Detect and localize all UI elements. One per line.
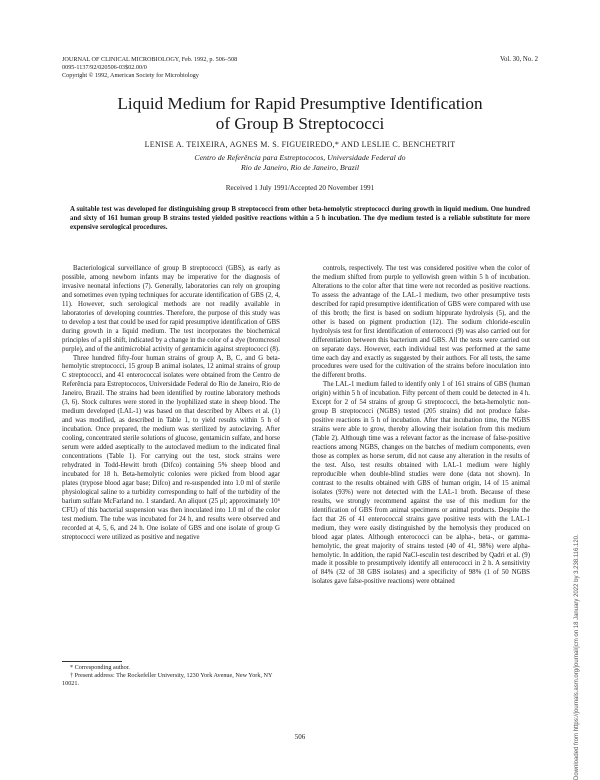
title-line-1: Liquid Medium for Rapid Presumptive Identification [117, 94, 483, 113]
abstract: A suitable test was developed for distinguishing group B streptococci from other beta-hemolytic streptococci during growth in liquid medium. One hundred and sixty of 161 human group B strains tested yielded positive reactions within a 5 h incubation. The dye medium tested is a reliable substitute for more expensive serological procedures. [70, 206, 530, 231]
affiliation [40, 153, 560, 173]
copyright-line: Copyright © 1992, American Society for Microbiology [62, 72, 199, 79]
affiliation-line-2: Rio de Janeiro, Rio de Janeiro, Brazil [240, 163, 360, 172]
volume-label: Vol. 30, No. 2 [499, 56, 538, 63]
footnote-corresponding: * Corresponding author. [70, 664, 130, 671]
footnote-divider [62, 661, 122, 662]
footnotes [62, 664, 280, 688]
authors: LENISE A. TEIXEIRA, AGNES M. S. FIGUEIREDO,* AND LESLIE C. BENCHETRIT [144, 140, 456, 149]
paragraph: The LAL-1 medium failed to identify only 1 of 161 strains of GBS (human origin) within 5 h of incubation. Fifty percent of them could be detected in 4 h. Except for 2 of 54 strains of group G streptococci, the beta-hemolytic non-group B streptococci (NGBS) tested (205 strains) did not produce false-positive reactions in 5 h of incubation. After that incubation time, the NGBS strains were able to grow, thereby allowing their isolation from this medium (Table 2). Although time was a relevant factor as the increase of false-positive reactions among NGBS, changes on the batches of medium components, even those as complex as horse serum, did not cause any alteration in the results of the test. Also, test results obtained with LAL-1 medium were highly reproducible when double-blind studies were done (data not shown). In contrast to the results obtained with GBS of human origin, 14 of 15 animal isolates (93%) were not detected with the LAL-1 broth. Because of these results, we strongly recommend against the use of this medium for the identification of GBS from animal specimens or animal products. Despite the fact that 26 of 41 enterococcal strains gave positive tests with the LAL-1 medium, they were easily distinguished by the hemolysis they produced on blood agar plates. Although enterococci can be alpha-, beta-, or gamma-hemolytic, the great majority of strains tested (40 of 41, 98%) were alpha-hemolytic. In addition, the rapid NaCl-esculin test described by Qadri et al. (9) made it possible to presumptively identify all enterococci in 2 h. A sensitivity of 84% (32 of 38 GBS isolates) and a specificity of 98% (1 of 50 NGBS isolates gave false-positive reactions) were obtained [312, 381, 530, 586]
affiliation-line-1: Centro de Referência para Estreptococos, Universidade Federal do [194, 153, 406, 162]
download-watermark: Downloaded from https://journals.asm.org/journal/jcm on 18 January 2022 by 3.238.116.120. [574, 534, 580, 780]
article-title [40, 94, 560, 134]
paragraph: Three hundred fifty-four human strains of group A, B, C, and G beta-hemolytic streptococci, 15 group B animal isolates, 12 animal strains of group C streptococci, and 41 enterococcal isolates were obtained from the Centro de Referência para Estreptococos, Universidade Federal do Rio de Janeiro, Rio de Janeiro, Brazil. The strains had been identified by routine laboratory methods (3, 6). Stock cultures were stored in the lyophilized state in sheep blood. The medium developed (LAL-1) was based on that described by Albers et al. (1) and was modified, as described in Table 1, to yield results within 5 h of incubation. Once prepared, the medium was sterilized by autoclaving. After cooling, concentrated sterile solutions of glucose, gentamicin sulfate, and horse serum were added aseptically to the autoclaved medium to the indicated final concentrations (Table 1). For carrying out the test, stock strains were rehydrated in Todd-Hewitt broth (Difco) containing 5% sheep blood and incubated for 18 h. Beta-hemolytic colonies were picked from blood agar plates (trypose blood agar base; Difco) and re-suspended into 1.0 ml of sterile physiological saline to a turbidity corresponding to half of the turbidity of the barium sulfate McFarland no. 1 standard. An aliquot (25 μl; approximately 10⁶ CFU) of this bacterial suspension was then inoculated into 1.0 ml of the color test medium. The tube was incubated for 24 h, and results were observed and recorded at 4, 5, 6, and 24 h. One isolate of GBS and one isolate of group G streptococci were utilized as positive and negative [62, 354, 280, 541]
journal-citation: JOURNAL OF CLINICAL MICROBIOLOGY, Feb. 1992, p. 506–508 [62, 56, 238, 63]
paragraph: Bacteriological surveillance of group B streptococci (GBS), as early as possible, among newborn infants may be imperative for the diagnosis of invasive neonatal infections (7). Generally, laboratories can rely on grouping and sometimes even typing techniques for accurate identification of GBS (2, 4, 11). However, such serological methods are not readily available in laboratories of developing countries. Therefore, the purpose of this study was to develop a test that could be used for rapid presumptive identification of GBS during growth in a liquid medium. The test incorporates the biochemical principles of a pH shift, indicated by a change in the color of a dye (bromcresol purple), and of the antimicrobial activity of gentamicin against streptococci (8). [62, 265, 280, 353]
received-dates: Received 1 July 1991/Accepted 20 November 1991 [225, 184, 375, 192]
journal-header [62, 56, 392, 80]
page-number: 506 [294, 733, 306, 741]
body-column-right [312, 265, 530, 587]
title-line-2: of Group B Streptococci [215, 114, 385, 133]
body-column-left [62, 265, 280, 543]
issn-line: 0095-1137/92/020506-03$02.00/0 [62, 64, 147, 71]
footnote-present-address: † Present address: The Rockefeller University, 1230 York Avenue, New York, NY 10021. [62, 672, 273, 687]
paragraph: controls, respectively. The test was considered positive when the color of the medium shifted from purple to yellowish green within 5 h of incubation. Alterations to the color after that time were not recorded as positive reactions. To assess the advantage of the LAL-1 medium, two other presumptive tests described for rapid presumptive identification of GBS were compared with use of this broth; the first is based on sodium hippurate hydrolysis (5), and the other is based on pigment production (12). The sodium chloride-esculin hydrolysis test for first identification of enterococci (9) was also carried out for differentiation between this bacterium and GBS. All the tests were carried out on separate days. However, each individual test was performed at the same time each day and exactly as suggested by their authors. For all tests, the same procedures were used for the cultivation of the strains before inoculation into the different broths. [312, 265, 530, 380]
